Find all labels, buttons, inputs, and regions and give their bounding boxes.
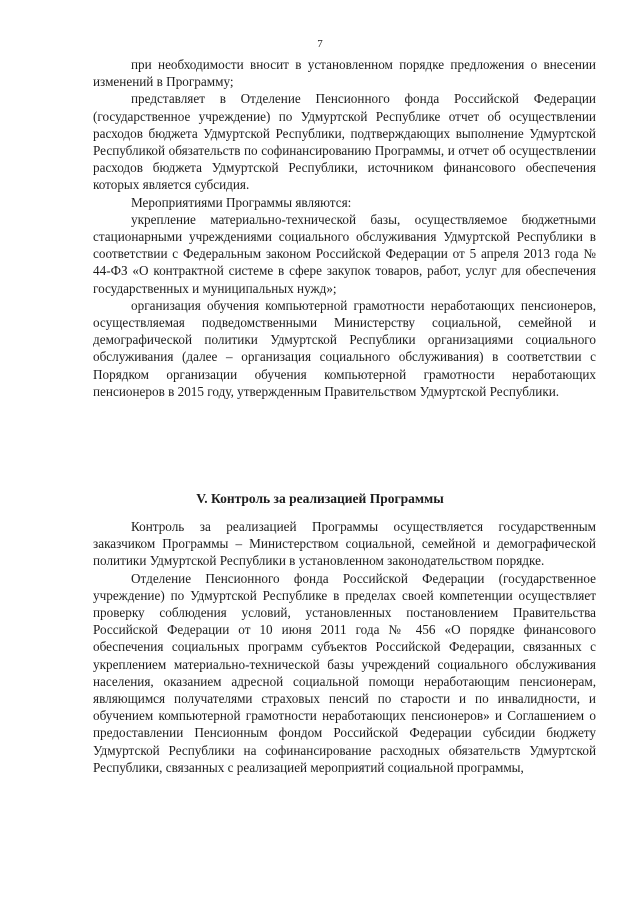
paragraph: Контроль за реализацией Программы осуществляется государственным заказчиком Программы – Министерством социальной, семейной и демографической политики Удмуртской Республики в установленном законодательством порядке. [93, 519, 596, 569]
paragraph: Мероприятиями Программы являются: [131, 194, 352, 210]
paragraph: организация обучения компьютерной грамотности неработающих пенсионеров, осуществляемая подведомственными Министерству социальной, семейной и демографической политики Удмуртской Республики организациями социального обслуживания (далее – организация социального обслуживания) в соответствии с Порядком организации обучения компьютерной грамотности неработающих пенсионеров в 2015 году, утвержденным Правительством Удмуртской Республики. [93, 297, 596, 399]
paragraph: представляет в Отделение Пенсионного фонда Российской Федерации (государственное учреждение) по Удмуртской Республике отчет об осуществлении расходов бюджета Удмуртской Республики, подтверждающих выполнение Удмуртской Республикой обязательств по софинансированию Программы, и отчет об осуществлении расходов бюджета Удмуртской Республики, источником финансового обеспечения которых является субсидия. [93, 91, 596, 193]
page-number: 7 [317, 38, 323, 50]
text-block-after-heading [93, 518, 596, 776]
section-heading: V. Контроль за реализацией Программы [196, 491, 444, 506]
text-block-before-heading [93, 56, 596, 400]
paragraph: укрепление материально-технической базы, осуществляемое бюджетными стационарными учреждениями социального обслуживания Удмуртской Республики в соответствии с Федеральным законом Российской Федерации от 5 апреля 2013 года № 44-ФЗ «О контрактной системе в сфере закупок товаров, работ, услуг для обеспечения государственных и муниципальных нужд»; [93, 211, 596, 296]
paragraph: при необходимости вносит в установленном порядке предложения о внесении изменений в Программу; [93, 57, 596, 90]
paragraph: Отделение Пенсионного фонда Российской Федерации (государственное учреждение) по Удмуртской Республике в пределах своей компетенции осуществляет проверку соблюдения условий, установленных постановлением Правительства Российской Федерации от 10 июня 2011 года № 456 «О порядке финансового обеспечения социальных программ субъектов Российской Федерации, связанных с укреплением материально-технической базы учреждений социального обслуживания населения, оказанием адресной социальной помощи неработающим пенсионерам, являющимся получателями страховых пенсий по старости и по инвалидности, и обучением компьютерной грамотности неработающих пенсионеров» и Соглашением о предоставлении Пенсионным фондом Российской Федерации субсидии бюджету Удмуртской Республики на софинансирование расходных обязательств Удмуртской Республики, связанных с реализацией мероприятий социальной программы, [93, 570, 596, 775]
